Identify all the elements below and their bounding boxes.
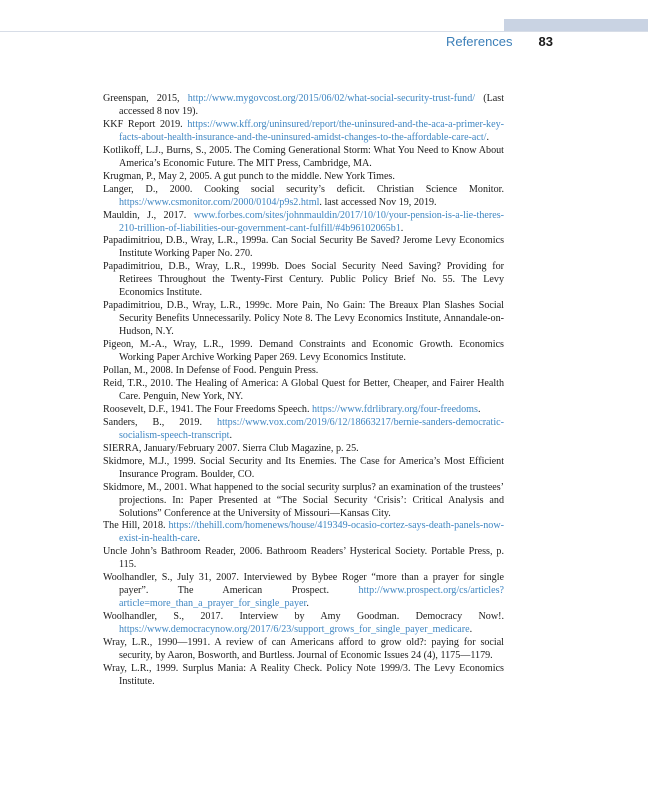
reference-entry	[103, 456, 504, 482]
reference-text-suffix: . last accessed Nov 19, 2019.	[319, 196, 437, 208]
reference-text: Langer, D., 2000. Cooking social security’s deficit. Christian Science Monitor.	[103, 183, 504, 195]
reference-text-suffix: (Last accessed 8 nov 19).	[119, 93, 504, 117]
reference-text-suffix: .	[469, 624, 473, 636]
reference-entry	[103, 171, 504, 184]
section-title: References	[446, 34, 513, 49]
reference-text-suffix: .	[400, 222, 404, 234]
reference-text: Mauldin, J., 2017.	[103, 209, 194, 221]
reference-entry	[103, 417, 504, 443]
reference-text: SIERRA, January/February 2007. Sierra Club Magazine, p. 25.	[103, 442, 359, 454]
reference-text: Papadimitriou, D.B., Wray, L.R., 1999c. More Pain, No Gain: The Breaux Plan Slashes Social Security Benefits Unnecessarily. Policy Note 8. The Levy Economics Institute, Annandale-on-Hudson, N.Y.	[103, 300, 504, 338]
reference-text: Kotlikoff, L.J., Burns, S., 2005. The Coming Generational Storm: What You Need to Know About America’s Economic Future. The MIT Press, Cambridge, MA.	[103, 144, 504, 169]
reference-entry	[103, 300, 504, 339]
reference-link[interactable]: https://thehill.com/homenews/house/419349-ocasio-cortez-says-death-panels-now-exist-in-health-care	[119, 520, 504, 545]
reference-entry	[103, 443, 504, 456]
reference-entry	[103, 482, 504, 521]
reference-entry	[103, 93, 504, 119]
reference-text: Wray, L.R., 1990—1991. A review of can Americans afford to grow old?: paying for social security, by Aaron, Bosworth, and Burtless. Journal of Economic Issues 24 (4), 1175—1179.	[103, 637, 504, 661]
reference-text: Greenspan, 2015,	[103, 93, 188, 104]
reference-entry	[103, 404, 504, 417]
header-accent-bar	[504, 19, 648, 31]
reference-text: Woolhandler, S., 2017. Interview by Amy Goodman. Democracy Now!.	[103, 611, 504, 623]
reference-link[interactable]: http://www.mygovcost.org/2015/06/02/what-social-security-trust-fund/	[187, 93, 476, 104]
reference-entry	[103, 339, 504, 365]
reference-list	[103, 93, 504, 689]
reference-entry	[103, 546, 504, 572]
reference-text: Skidmore, M.J., 1999. Social Security and Its Enemies. The Case for America’s Most Efficient Insurance Program. Boulder, CO.	[103, 455, 504, 480]
reference-entry	[103, 365, 504, 378]
running-header	[0, 34, 553, 52]
reference-text: Papadimitriou, D.B., Wray, L.R., 1999a. Can Social Security Be Saved? Jerome Levy Economics Institute Working Paper No. 270.	[103, 235, 504, 260]
reference-entry	[103, 520, 504, 546]
reference-entry	[103, 611, 504, 637]
reference-text: Woolhandler, S., July 31, 2007. Interviewed by Bybee Roger “more than a prayer for single payer”. The American Prospect.	[103, 572, 504, 597]
reference-text-suffix: .	[229, 429, 232, 441]
reference-link[interactable]: www.forbes.com/sites/johnmauldin/2017/10/10/your-pension-is-a-lie-theres-210-trillion-of-liabilities-our-government-cant-fulfill/#4b96102065b1	[119, 209, 504, 234]
reference-entry	[103, 184, 504, 210]
reference-text: KKF Report 2019.	[103, 118, 188, 130]
reference-text: Sanders, B., 2019.	[103, 416, 218, 428]
reference-link[interactable]: https://www.csmonitor.com/2000/0104/p9s2.html	[119, 196, 320, 208]
reference-text: Uncle John’s Bathroom Reader, 2006. Bathroom Readers’ Hysterical Society. Portable Press, p. 115.	[103, 546, 504, 571]
reference-text-suffix: .	[197, 533, 200, 545]
reference-entry	[103, 637, 504, 663]
reference-text: Pollan, M., 2008. In Defense of Food. Penguin Press.	[103, 365, 319, 377]
reference-entry	[103, 145, 504, 171]
reference-entry	[103, 210, 504, 236]
reference-link[interactable]: https://www.fdrlibrary.org/four-freedoms	[312, 403, 478, 415]
reference-text: Wray, L.R., 1999. Surplus Mania: A Reality Check. Policy Note 1999/3. The Levy Economics Institute.	[103, 662, 504, 687]
reference-text: Roosevelt, D.F., 1941. The Four Freedoms Speech.	[103, 403, 312, 415]
reference-text: Papadimitriou, D.B., Wray, L.R., 1999b. Does Social Security Need Saving? Providing for Retirees Throughout the Twenty-First Century. Public Policy Brief No. 55. The Levy Economics Institute.	[103, 261, 504, 299]
reference-text: Krugman, P., May 2, 2005. A gut punch to the middle. New York Times.	[103, 170, 395, 182]
reference-entry	[103, 261, 504, 300]
reference-entry	[103, 663, 504, 689]
reference-entry	[103, 119, 504, 145]
reference-text: The Hill, 2018.	[103, 520, 169, 532]
reference-text: Reid, T.R., 2010. The Healing of America: A Global Quest for Better, Cheaper, and Fairer Health Care. Penguin, New York, NY.	[103, 377, 504, 402]
page-number: 83	[538, 34, 553, 49]
reference-entry	[103, 235, 504, 261]
reference-text: Pigeon, M.-A., Wray, L.R., 1999. Demand Constraints and Economic Growth. Economics Working Paper Archive Working Paper 269. Levy Economics Institute.	[103, 339, 504, 364]
reference-entry	[103, 572, 504, 611]
reference-entry	[103, 378, 504, 404]
reference-link[interactable]: https://www.kff.org/uninsured/report/the-uninsured-and-the-aca-a-primer-key-facts-about-health-insurance-and-the-uninsured-amidst-changes-to-the-affordable-care-act/	[119, 118, 504, 143]
reference-link[interactable]: http://www.prospect.org/cs/articles?article=more_than_a_prayer_for_single_payer	[119, 585, 504, 610]
reference-text-suffix: .	[477, 403, 481, 415]
reference-link[interactable]: https://www.democracynow.org/2017/6/23/support_grows_for_single_payer_medicare	[119, 624, 470, 636]
reference-text: Skidmore, M., 2001. What happened to the social security surplus? an examination of the trustees’ projections. In: Paper Presented at “The Social Security ‘Crisis’: Critical Analysis and Solutions” Conference at the University of Missouri—Kansas City.	[103, 481, 504, 519]
reference-text-suffix: .	[486, 131, 490, 143]
reference-text-suffix: .	[306, 598, 309, 610]
reference-link[interactable]: https://www.vox.com/2019/6/12/18663217/bernie-sanders-democratic-socialism-speech-transcript	[119, 416, 504, 441]
header-rule	[0, 31, 648, 32]
